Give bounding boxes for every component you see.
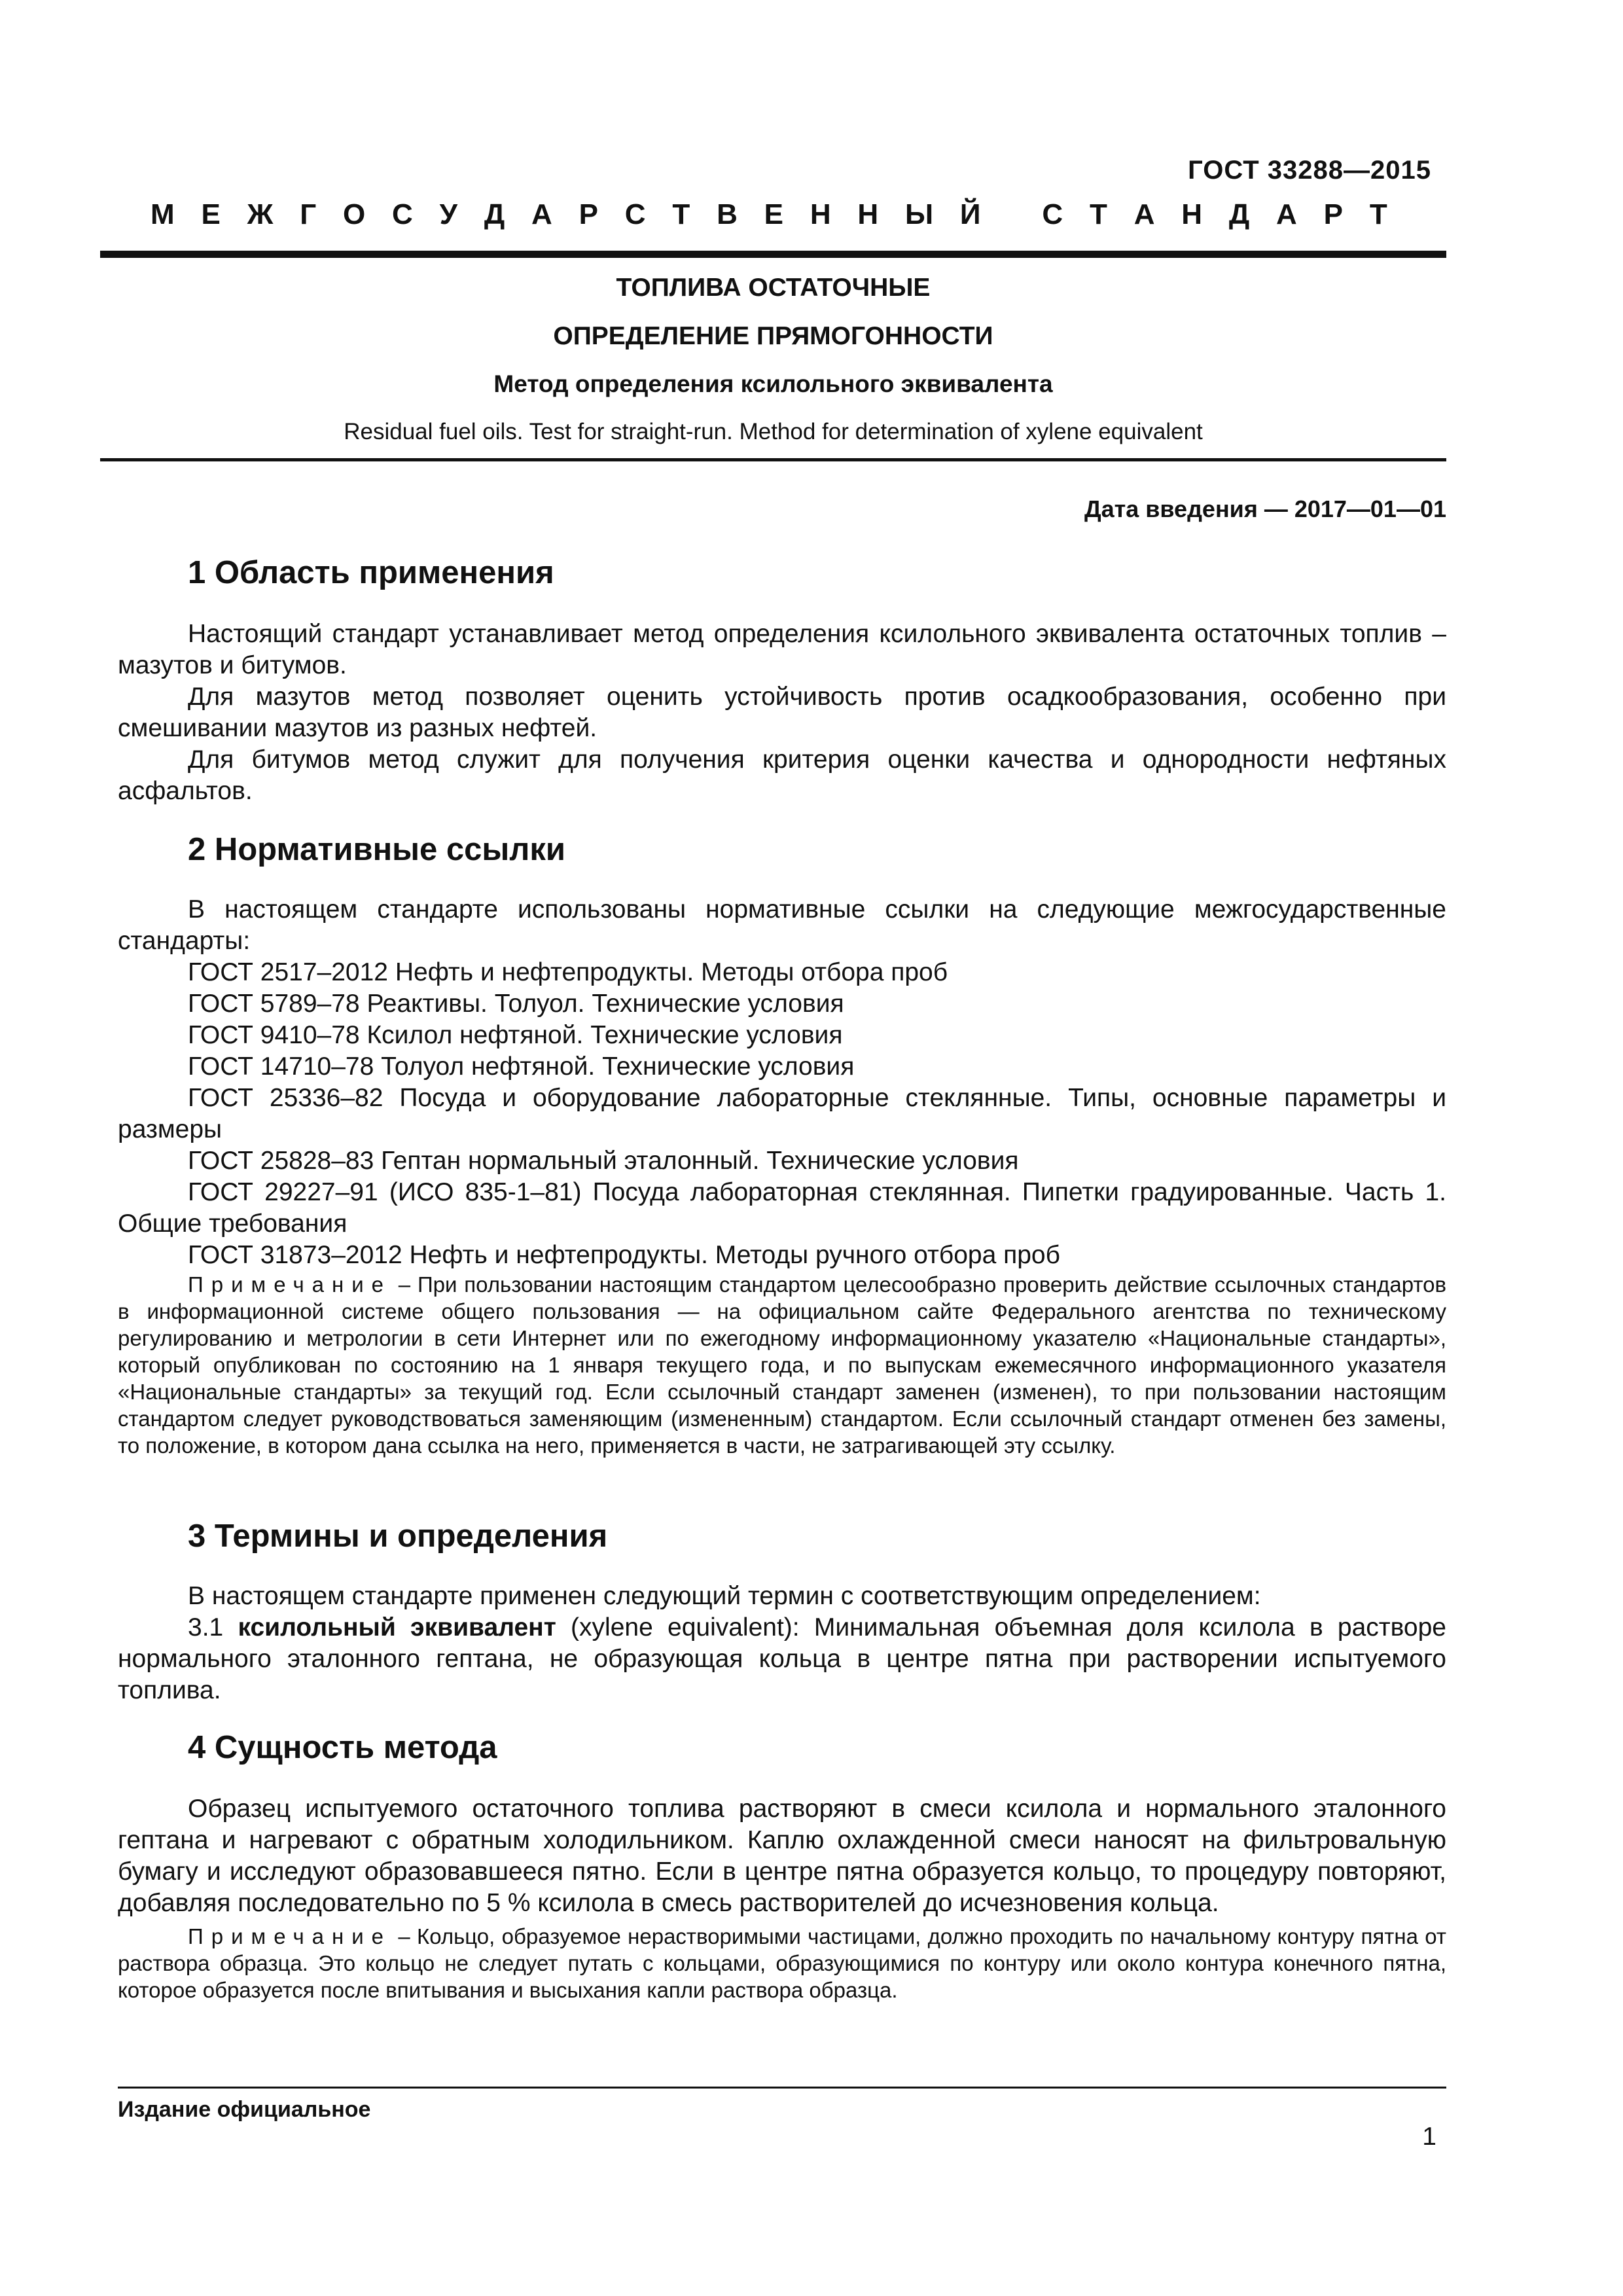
gost-number: ГОСТ 33288—2015	[1188, 156, 1431, 185]
section-3-intro: В настоящем стандарте применен следующий термин с соответствующим определением:	[188, 1582, 1261, 1610]
section-4	[118, 1728, 1446, 2003]
title-line-3: Метод определения ксилольного эквивалента	[493, 370, 1053, 397]
section-1	[118, 553, 1446, 807]
note-label: Примечание	[188, 1272, 392, 1297]
section-3	[118, 1516, 1446, 1706]
note-label: Примечание	[188, 1924, 392, 1948]
reference-item: ГОСТ 5789–78 Реактивы. Толуол. Технические условия	[188, 990, 844, 1018]
reference-item: ГОСТ 29227–91 (ИСО 835-1–81) Посуда лабораторная стеклянная. Пипетки градуированные. Часть 1. Общие требования	[118, 1178, 1446, 1238]
page-number: 1	[1422, 2123, 1436, 2151]
header-rule	[100, 251, 1446, 258]
footer-rule	[118, 2087, 1446, 2089]
title-rule	[100, 458, 1446, 461]
reference-item: ГОСТ 25336–82 Посуда и оборудование лабораторные стеклянные. Типы, основные параметры и размеры	[118, 1084, 1446, 1143]
section-4-heading: 4 Сущность метода	[188, 1730, 497, 1765]
term-definition	[118, 1612, 1446, 1706]
reference-item: ГОСТ 31873–2012 Нефть и нефтепродукты. Методы ручного отбора проб	[188, 1241, 1060, 1269]
note-text: – Кольцо, образуемое нерастворимыми частицами, должно проходить по начальному контуру пятна от раствора образца. Это кольцо не следует путать с кольцами, образующимися по контуру или около контура конечного пятна, которое образуется после впитывания и высыхания капли раствора образца.	[118, 1924, 1446, 2002]
section-2	[118, 830, 1446, 1459]
section-4-note	[118, 1923, 1446, 2003]
section-2-heading: 2 Нормативные ссылки	[188, 832, 565, 867]
section-4-paragraph: Образец испытуемого остаточного топлива растворяют в смеси ксилола и нормального эталонного гептана и нагревают с обратным холодильником. Каплю охлажденной смеси наносят на фильтровальную бумагу и исследуют образовавшееся пятно. Если в центре пятна образуется кольцо, то процедуру повторяют, добавляя последовательно по 5 % ксилола в смесь растворителей до исчезновения кольца.	[118, 1795, 1446, 1917]
term-name: ксилольный эквивалент	[238, 1613, 556, 1641]
term-number: 3.1	[188, 1613, 238, 1641]
standard-type: М Е Ж Г О С У Д А Р С Т В Е Н Н Ы Й С Т А Н Д А Р Т	[151, 198, 1387, 230]
section-3-heading: 3 Термины и определения	[188, 1518, 608, 1554]
reference-item: ГОСТ 25828–83 Гептан нормальный эталонный. Технические условия	[188, 1147, 1019, 1175]
section-1-paragraph: Для битумов метод служит для получения критерия оценки качества и однородности нефтяных асфальтов.	[118, 745, 1446, 805]
reference-item: ГОСТ 14710–78 Толуол нефтяной. Технические условия	[188, 1052, 855, 1081]
section-1-heading: 1 Область применения	[188, 555, 554, 590]
edition-label: Издание официальное	[118, 2097, 371, 2122]
section-1-paragraph: Для мазутов метод позволяет оценить устойчивость против осадкообразования, особенно при смешивании мазутов из разных нефтей.	[118, 683, 1446, 742]
title-english: Residual fuel oils. Test for straight-run. Method for determination of xylene equivalent	[344, 419, 1203, 444]
reference-item: ГОСТ 9410–78 Ксилол нефтяной. Технические условия	[188, 1021, 843, 1049]
title-line-1: ТОПЛИВА ОСТАТОЧНЫЕ	[616, 274, 931, 302]
section-2-intro: В настоящем стандарте использованы нормативные ссылки на следующие межгосударственные стандарты:	[118, 895, 1446, 955]
section-1-paragraph: Настоящий стандарт устанавливает метод определения ксилольного эквивалента остаточных топлив – мазутов и битумов.	[118, 620, 1446, 679]
intro-date: Дата введения — 2017—01—01	[1084, 495, 1446, 522]
title-line-2: ОПРЕДЕЛЕНИЕ ПРЯМОГОННОСТИ	[553, 322, 993, 350]
note-text: – При пользовании настоящим стандартом целесообразно проверить действие ссылочных стандартов в информационной системе общего пользования — на официальном сайте Федерального агентства по техническому регулированию и метрологии в сети Интернет или по ежегодному информационному указателю «Национальные стандарты», который опубликован по состоянию на 1 января текущего года, и по выпускам ежемесячного информационного указателя «Национальные стандарты» за текущий год. Если ссылочный стандарт заменен (изменен), то при пользовании настоящим стандартом следует руководствоваться заменяющим (измененным) стандартом. Если ссылочный стандарт отменен без замены, то положение, в котором дана ссылка на него, применяется в части, не затрагивающей эту ссылку.	[118, 1272, 1446, 1458]
reference-item: ГОСТ 2517–2012 Нефть и нефтепродукты. Методы отбора проб	[188, 958, 948, 986]
section-2-note	[118, 1271, 1446, 1459]
term-definition-text: (xylene equivalent): Минимальная объемная доля ксилола в растворе нормального эталонного гептана, не образующая кольца в центре пятна при растворении испытуемого топлива.	[118, 1613, 1446, 1704]
